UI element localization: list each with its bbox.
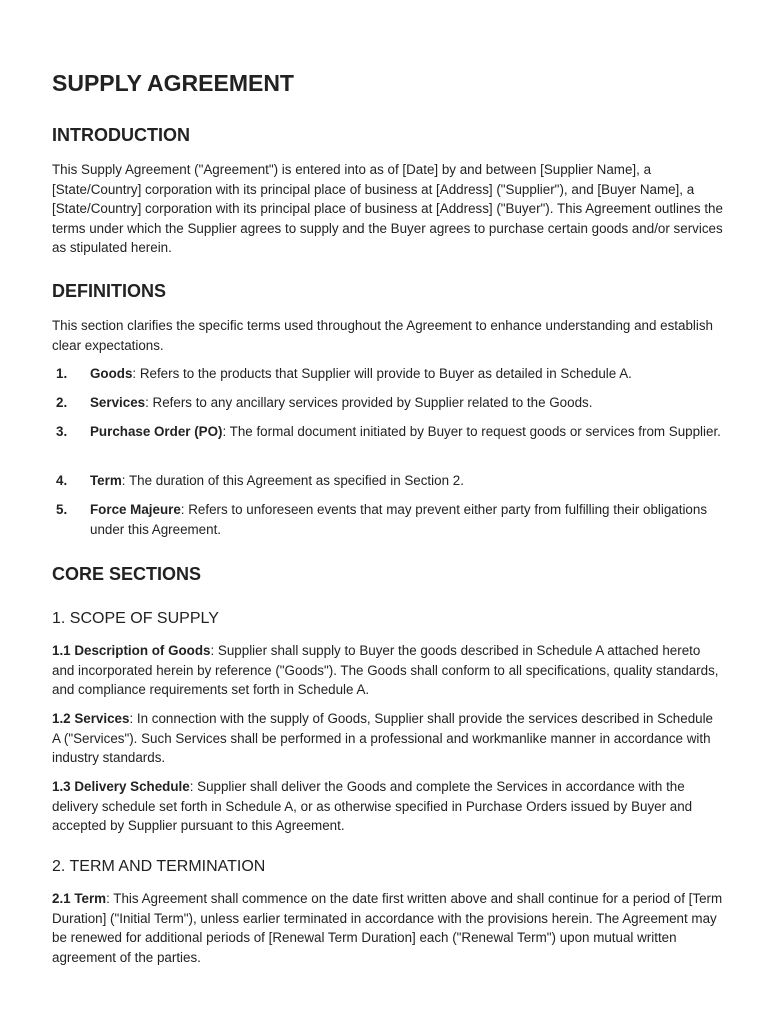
definitions-intro: This section clarifies the specific terms used throughout the Agreement to enhance understanding and establish clear expectations. [52,318,713,353]
introduction-heading: INTRODUCTION [52,125,190,145]
introduction-paragraph: This Supply Agreement ("Agreement") is entered into as of [Date] by and between [Supplier Name], a [State/Country] corporation with its principal place of business at [Address] ("Supplier"), and [Buyer Name], a [State/Country] corporation with its principal place of business at [Address] ("Buyer"). This Agreement outlines the terms under which the Supplier agrees to supply and the Buyer agrees to purchase certain goods and/or services as stipulated herein. [52,162,723,255]
clause-term [52,889,724,967]
clause-description-of-goods [52,641,724,700]
clause-delivery-schedule [52,777,724,836]
clause-term-label: 2.1 Term [52,891,107,906]
clause-services [52,709,724,768]
clause-text: : Supplier shall deliver the Goods and complete the Services in accordance with the delivery schedule set forth in Schedule A, or as otherwise specified in Purchase Orders issued by Buyer and accepted by Supplier pursuant to this Agreement. [52,779,693,833]
clause-term: 1.2 Services [52,711,130,726]
definition-body [90,422,724,442]
definition-number: 4. [56,473,68,488]
clause-term: 1.1 Description of Goods [52,643,211,658]
definition-text: : Refers to unforeseen events that may prevent either party from fulfilling their obligations under this Agreement. [90,502,708,537]
definition-term: Services [90,395,146,410]
document-title: SUPPLY AGREEMENT [52,70,294,96]
definition-term: Force Majeure [90,502,181,517]
definition-number: 2. [56,395,68,410]
clause-text: : In connection with the supply of Goods, Supplier shall provide the services described in Schedule A ("Services"). Such Services shall be performed in a professional and workmanlike manner in accordance with industry standards. [52,711,714,765]
definition-term: Term [90,473,122,488]
definition-body [90,471,724,491]
definition-text: : Refers to any ancillary services provided by Supplier related to the Goods. [145,395,593,410]
definition-number: 1. [56,366,68,381]
clause-term: 1.3 Delivery Schedule [52,779,190,794]
definition-term: Purchase Order (PO) [90,424,223,439]
definition-text: : The duration of this Agreement as specified in Section 2. [121,473,464,488]
core-sections-heading: CORE SECTIONS [52,564,202,584]
scope-of-supply-heading: 1. SCOPE OF SUPPLY [52,610,219,627]
definition-text: : Refers to the products that Supplier will provide to Buyer as detailed in Schedule A. [132,366,632,381]
definition-term: Goods [90,366,133,381]
definition-text: : The formal document initiated by Buyer to request goods or services from Supplier. [222,424,721,439]
definition-number: 3. [56,424,68,439]
definition-body [90,364,724,384]
definition-body [90,393,724,413]
term-and-termination-heading: 2. TERM AND TERMINATION [52,858,266,875]
clause-text: : This Agreement shall commence on the date first written above and shall continue for a period of [Term Duration] ("Initial Term"), unless earlier terminated in accordance with the provisions herein. The Agreement may be renewed for additional periods of [Renewal Term Duration] each ("Renewal Term") upon mutual written agreement of the parties. [52,891,723,965]
definition-number: 5. [56,502,68,517]
definitions-heading: DEFINITIONS [52,281,167,301]
clause-text: : Supplier shall supply to Buyer the goods described in Schedule A attached hereto and incorporated herein by reference ("Goods"). The Goods shall conform to all specifications, quality standards, and compliance requirements set forth in Schedule A. [52,643,719,697]
definition-body [90,500,724,539]
